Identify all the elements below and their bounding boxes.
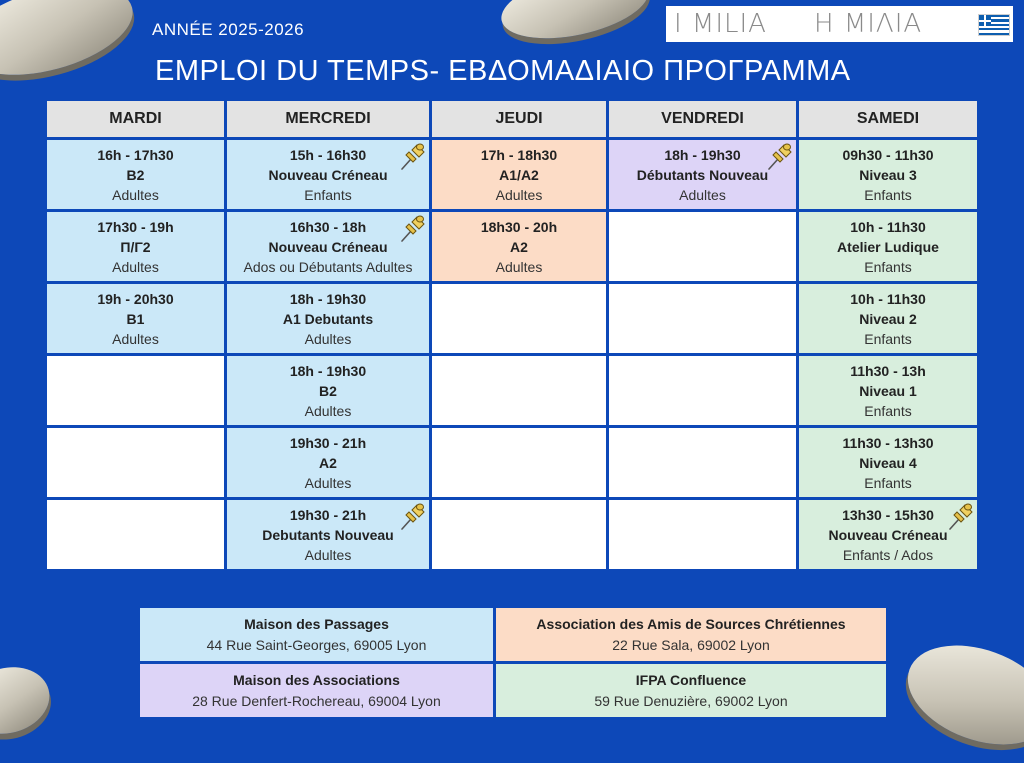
slot-name: Niveau 1 (859, 382, 917, 399)
slot-time: 18h30 - 20h (480, 218, 558, 235)
location-address: 44 Rue Saint-Georges, 69005 Lyon (206, 636, 427, 653)
day-header-vendredi: VENDREDI (609, 101, 796, 137)
empty-slot (609, 356, 796, 425)
day-header-samedi: SAMEDI (799, 101, 977, 137)
slot-name: Atelier Ludique (837, 238, 939, 255)
decorative-coin-top-center (495, 0, 654, 50)
slot-audience: Ados ou Débutants Adultes (243, 258, 413, 275)
location-sources-chretiennes (496, 608, 886, 661)
slot-audience: Adultes (495, 258, 543, 275)
location-maison-des-associations (140, 664, 493, 717)
slot-audience: Enfants (864, 402, 912, 419)
slot-audience: Enfants (864, 474, 912, 491)
location-name: Maison des Passages (244, 615, 389, 632)
slot-name: Π/Γ2 (120, 238, 151, 255)
slot-audience: Enfants (864, 330, 912, 347)
empty-slot (432, 428, 606, 497)
class-slot (227, 140, 429, 209)
slot-name: Niveau 4 (859, 454, 917, 471)
slot-time: 19h - 20h30 (97, 290, 174, 307)
location-address: 59 Rue Denuzière, 69002 Lyon (594, 692, 788, 709)
slot-audience: Adultes (304, 402, 352, 419)
slot-name: B2 (319, 382, 337, 399)
slot-time: 10h - 11h30 (850, 290, 926, 307)
slot-time: 17h - 18h30 (480, 146, 558, 163)
class-slot (432, 212, 606, 281)
slot-time: 18h - 19h30 (664, 146, 741, 163)
class-slot (47, 284, 224, 353)
empty-slot (432, 500, 606, 569)
empty-slot (432, 284, 606, 353)
slot-time: 11h30 - 13h30 (842, 434, 934, 451)
logo-banner (666, 6, 1013, 42)
weekly-schedule-table (47, 101, 977, 569)
slot-name: Niveau 2 (859, 310, 917, 327)
location-name: IFPA Confluence (635, 671, 747, 688)
class-slot (799, 356, 977, 425)
day-header-jeudi: JEUDI (432, 101, 606, 137)
slot-audience: Adultes (112, 330, 159, 347)
class-slot (432, 140, 606, 209)
pushpin-icon (947, 501, 975, 531)
slot-name: B1 (126, 310, 145, 327)
day-header-mardi: MARDI (47, 101, 224, 137)
slot-name: A1 Debutants (282, 310, 374, 327)
slot-audience: Adultes (112, 186, 159, 203)
slot-name: Nouveau Créneau (268, 238, 388, 255)
slot-name: Niveau 3 (859, 166, 917, 183)
decorative-coin-bottom-left (0, 658, 57, 743)
slot-time: 15h - 16h30 (289, 146, 367, 163)
slot-name: Nouveau Créneau (828, 526, 948, 543)
pushpin-icon (399, 501, 427, 531)
slot-time: 10h - 11h30 (850, 218, 926, 235)
class-slot (47, 140, 224, 209)
empty-slot (609, 500, 796, 569)
slot-name: A2 (510, 238, 528, 255)
locations-legend (140, 608, 886, 717)
class-slot (47, 212, 224, 281)
empty-slot (609, 428, 796, 497)
pushpin-icon (766, 141, 794, 171)
school-year: ANNÉE 2025-2026 (152, 20, 305, 39)
slot-name: A2 (319, 454, 337, 471)
decorative-coin-bottom-right (894, 627, 1024, 763)
slot-audience: Enfants (864, 186, 912, 203)
class-slot (227, 356, 429, 425)
location-name: Association des Amis de Sources Chrétiennes (536, 615, 846, 632)
slot-audience: Adultes (112, 258, 159, 275)
page-title: EMPLOI DU TEMPS- ΕΒΔΟΜΑΔΙΑΙΟ ΠΡΟΓΡΑΜΜΑ (155, 55, 851, 87)
empty-slot (47, 356, 224, 425)
slot-audience: Adultes (304, 546, 352, 563)
slot-time: 16h - 17h30 (97, 146, 174, 163)
class-slot (799, 284, 977, 353)
slot-time: 18h - 19h30 (289, 362, 367, 379)
class-slot (799, 428, 977, 497)
logo-greek-text: Η ΜΙΛΙΑ (814, 9, 923, 39)
slot-time: 19h30 - 21h (289, 506, 367, 523)
pushpin-icon (399, 213, 427, 243)
class-slot (609, 140, 796, 209)
slot-time: 18h - 19h30 (289, 290, 367, 307)
slot-name: Debutants Nouveau (262, 526, 394, 543)
class-slot (227, 212, 429, 281)
day-header-mercredi: MERCREDI (227, 101, 429, 137)
slot-time: 17h30 - 19h (97, 218, 174, 235)
slot-audience: Enfants (864, 258, 912, 275)
slot-audience: Adultes (304, 474, 352, 491)
slot-audience: Enfants / Ados (842, 546, 934, 563)
slot-audience: Adultes (495, 186, 543, 203)
empty-slot (609, 212, 796, 281)
empty-slot (432, 356, 606, 425)
class-slot (799, 140, 977, 209)
slot-audience: Adultes (679, 186, 726, 203)
class-slot (227, 428, 429, 497)
slot-name: Nouveau Créneau (268, 166, 388, 183)
class-slot (227, 500, 429, 569)
slot-name: B2 (126, 166, 145, 183)
decorative-coin-top-left (0, 0, 142, 91)
slot-audience: Adultes (304, 330, 352, 347)
slot-name: Débutants Nouveau (636, 166, 769, 183)
empty-slot (47, 500, 224, 569)
location-maison-des-passages (140, 608, 493, 661)
slot-audience: Enfants (304, 186, 352, 203)
location-ifpa-confluence (496, 664, 886, 717)
slot-time: 13h30 - 15h30 (842, 506, 934, 523)
location-address: 22 Rue Sala, 69002 Lyon (612, 636, 770, 653)
greek-flag-icon (978, 14, 1010, 36)
class-slot (799, 212, 977, 281)
slot-time: 16h30 - 18h (289, 218, 367, 235)
empty-slot (47, 428, 224, 497)
pushpin-icon (399, 141, 427, 171)
logo-latin-text: I MILIA (674, 9, 767, 39)
slot-time: 19h30 - 21h (289, 434, 367, 451)
empty-slot (609, 284, 796, 353)
slot-time: 09h30 - 11h30 (842, 146, 934, 163)
slot-name: A1/A2 (499, 166, 539, 183)
location-name: Maison des Associations (233, 671, 400, 688)
class-slot (799, 500, 977, 569)
location-address: 28 Rue Denfert-Rochereau, 69004 Lyon (192, 692, 441, 709)
slot-time: 11h30 - 13h (850, 362, 926, 379)
class-slot (227, 284, 429, 353)
